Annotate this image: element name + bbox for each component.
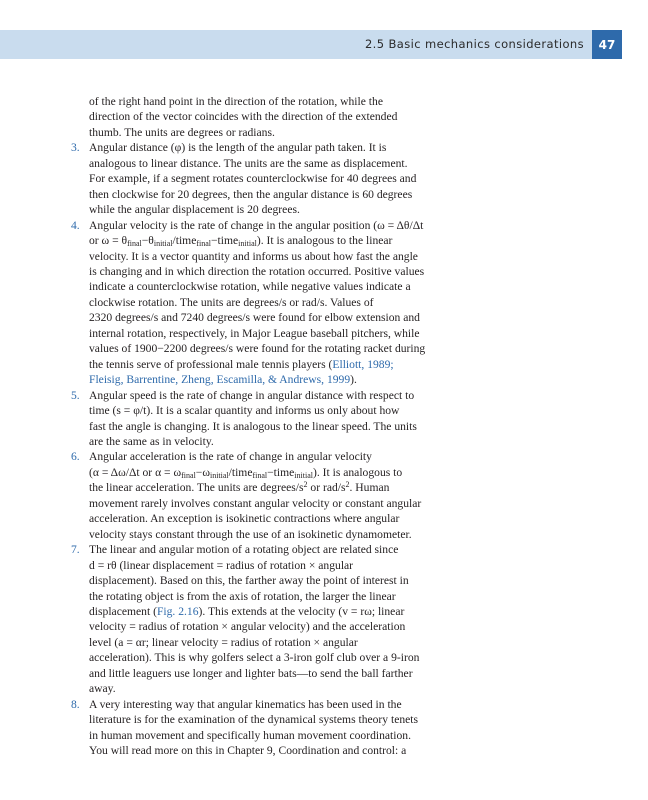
text-line: the rotating object is from the axis of rotation, the larger the linear [89,589,396,603]
continued-paragraph [71,94,467,140]
formula-text: −time [211,234,239,248]
list-item [71,697,467,759]
text-segment: ). [350,373,357,387]
list-item [71,542,467,697]
body-text [71,94,467,758]
text-line: Angular speed is the rate of change in angular distance with respect to [89,388,415,402]
list-text [89,697,467,759]
units-line [89,480,467,495]
text-line: The linear and angular motion of a rotating object are related since [89,543,399,557]
list-text [89,388,467,450]
list-item [71,218,467,388]
text-line: velocity = radius of rotation × angular velocity) and the acceleration [89,620,406,634]
list-number: 3. [71,141,80,155]
text-line: Angular acceleration is the rate of change in angular velocity [89,450,372,464]
list-text [89,542,467,697]
text-line: direction of the vector coincides with the direction of the extended [89,110,398,124]
text-line: of the right hand point in the direction of the rotation, while the [89,95,383,108]
formula-text: or ω = θ [89,234,128,248]
formula-text: /time [172,234,197,248]
text-line: indicate a counterclockwise rotation, while negative values indicate a [89,280,411,294]
text-segment: displacement ( [89,604,157,618]
subscript: final [127,239,142,249]
subscript: final [252,470,268,480]
text-line: movement rarely involves constant angular velocity or constant angular [89,496,422,510]
subscript: initial [294,470,313,480]
text-line: Angular distance (φ) is the length of the angular path taken. It is [89,141,387,155]
formula-text: ). It is analogous to [312,465,403,479]
formula-text: /time [228,465,253,479]
superscript: 2 [345,480,350,490]
section-title: 2.5 Basic mechanics considerations [364,37,584,51]
formula-text: (α = Δω/Δt or α = ω [89,465,182,479]
superscript: 2 [303,480,308,490]
text-line: You will read more on this in Chapter 9, Coordination and control: a [89,744,407,758]
text-line: clockwise rotation. The units are degrees/s or rad/s. Values of [89,295,374,309]
text-line: fast the angle is changing. It is analogous to the linear speed. The units [89,419,417,433]
text-line: away. [89,682,116,696]
page-number: 47 [592,30,622,59]
formula-text: ). It is analogous to the linear [256,234,393,248]
formula-text: −ω [195,465,210,479]
text-line: while the angular displacement is 20 degrees. [89,203,300,217]
list-text [89,449,467,542]
text-line: 2320 degrees/s and 7240 degrees/s were found for elbow extension and [89,311,420,325]
text-line: Angular velocity is the rate of change in the angular position (ω = Δθ/Δt [89,218,424,232]
text-segment: . Human [349,481,390,495]
text-line: d = rθ (linear displacement = radius of rotation × angular [89,558,354,572]
text-line: are the same as in velocity. [89,434,214,448]
list-number: 6. [71,450,80,464]
text-segment: or rad/s [307,481,346,495]
formula-line [89,233,467,248]
list-number: 4. [71,218,80,232]
formula-text: −θ [141,234,154,248]
text-segment: the tennis serve of professional male tennis players ( [89,357,333,371]
list-item [71,449,467,542]
list-number: 7. [71,543,80,557]
list-number: 5. [71,388,80,402]
figure-link[interactable]: Fig. 2.16 [156,604,199,618]
text-line: then clockwise for 20 degrees, then the angular distance is 60 degrees [89,187,413,201]
list-item [71,388,467,450]
subscript: final [196,239,212,249]
text-segment: the linear acceleration. The units are degrees/s [89,481,304,495]
text-line: internal rotation, respectively, in Major League baseball pitchers, while [89,326,420,340]
subscript: initial [238,239,257,249]
list-item [71,140,467,217]
text-line: displacement). Based on this, the farther away the point of interest in [89,574,409,588]
list-text [89,218,467,388]
text-line: and little leaguers use longer and lighter bats—to send the ball farther [89,666,413,680]
citation-link[interactable]: Elliott, 1989; [332,357,394,371]
citation-line [89,357,467,372]
text-line: acceleration). This is why golfers select a 3-iron golf club over a 9-iron [89,651,420,665]
text-line: in human movement and specifically human movement coordination. [89,728,411,742]
text-line: velocity. It is a vector quantity and informs us about how fast the angle [89,249,418,263]
text-line: literature is for the examination of the dynamical systems theory tenets [89,713,419,727]
text-line: velocity stays constant through the use of an isokinetic dynamometer. [89,527,412,541]
figure-ref-line [89,604,467,619]
text-line: time (s = φ/t). It is a scalar quantity and informs us only about how [89,404,400,418]
citation-line [89,372,467,387]
text-segment: ). This extends at the velocity (v = rω; linear [198,604,405,618]
subscript: final [181,470,196,480]
citation-link[interactable]: Fleisig, Barrentine, Zheng, Escamilla, & Andrews, 1999 [89,373,351,387]
text-line: acceleration. An exception is isokinetic contractions where angular [89,512,400,526]
text-line: thumb. The units are degrees or radians. [89,125,275,139]
formula-text: −time [267,465,295,479]
formula-line [89,465,467,480]
text-line: values of 1900−2200 degrees/s were found for the rotating racket during [89,342,426,356]
list-number: 8. [71,697,80,711]
subscript: initial [209,470,229,480]
text-line: level (a = αr; linear velocity = radius of rotation × angular [89,635,358,649]
list-text [89,140,467,217]
text-line: analogous to linear distance. The units are the same as displacement. [89,156,408,170]
subscript: initial [153,239,173,249]
text-line: A very interesting way that angular kinematics has been used in the [89,697,402,711]
text-line: is changing and in which direction the rotation occurred. Positive values [89,264,425,278]
text-line: For example, if a segment rotates counterclockwise for 40 degrees and [89,172,417,186]
